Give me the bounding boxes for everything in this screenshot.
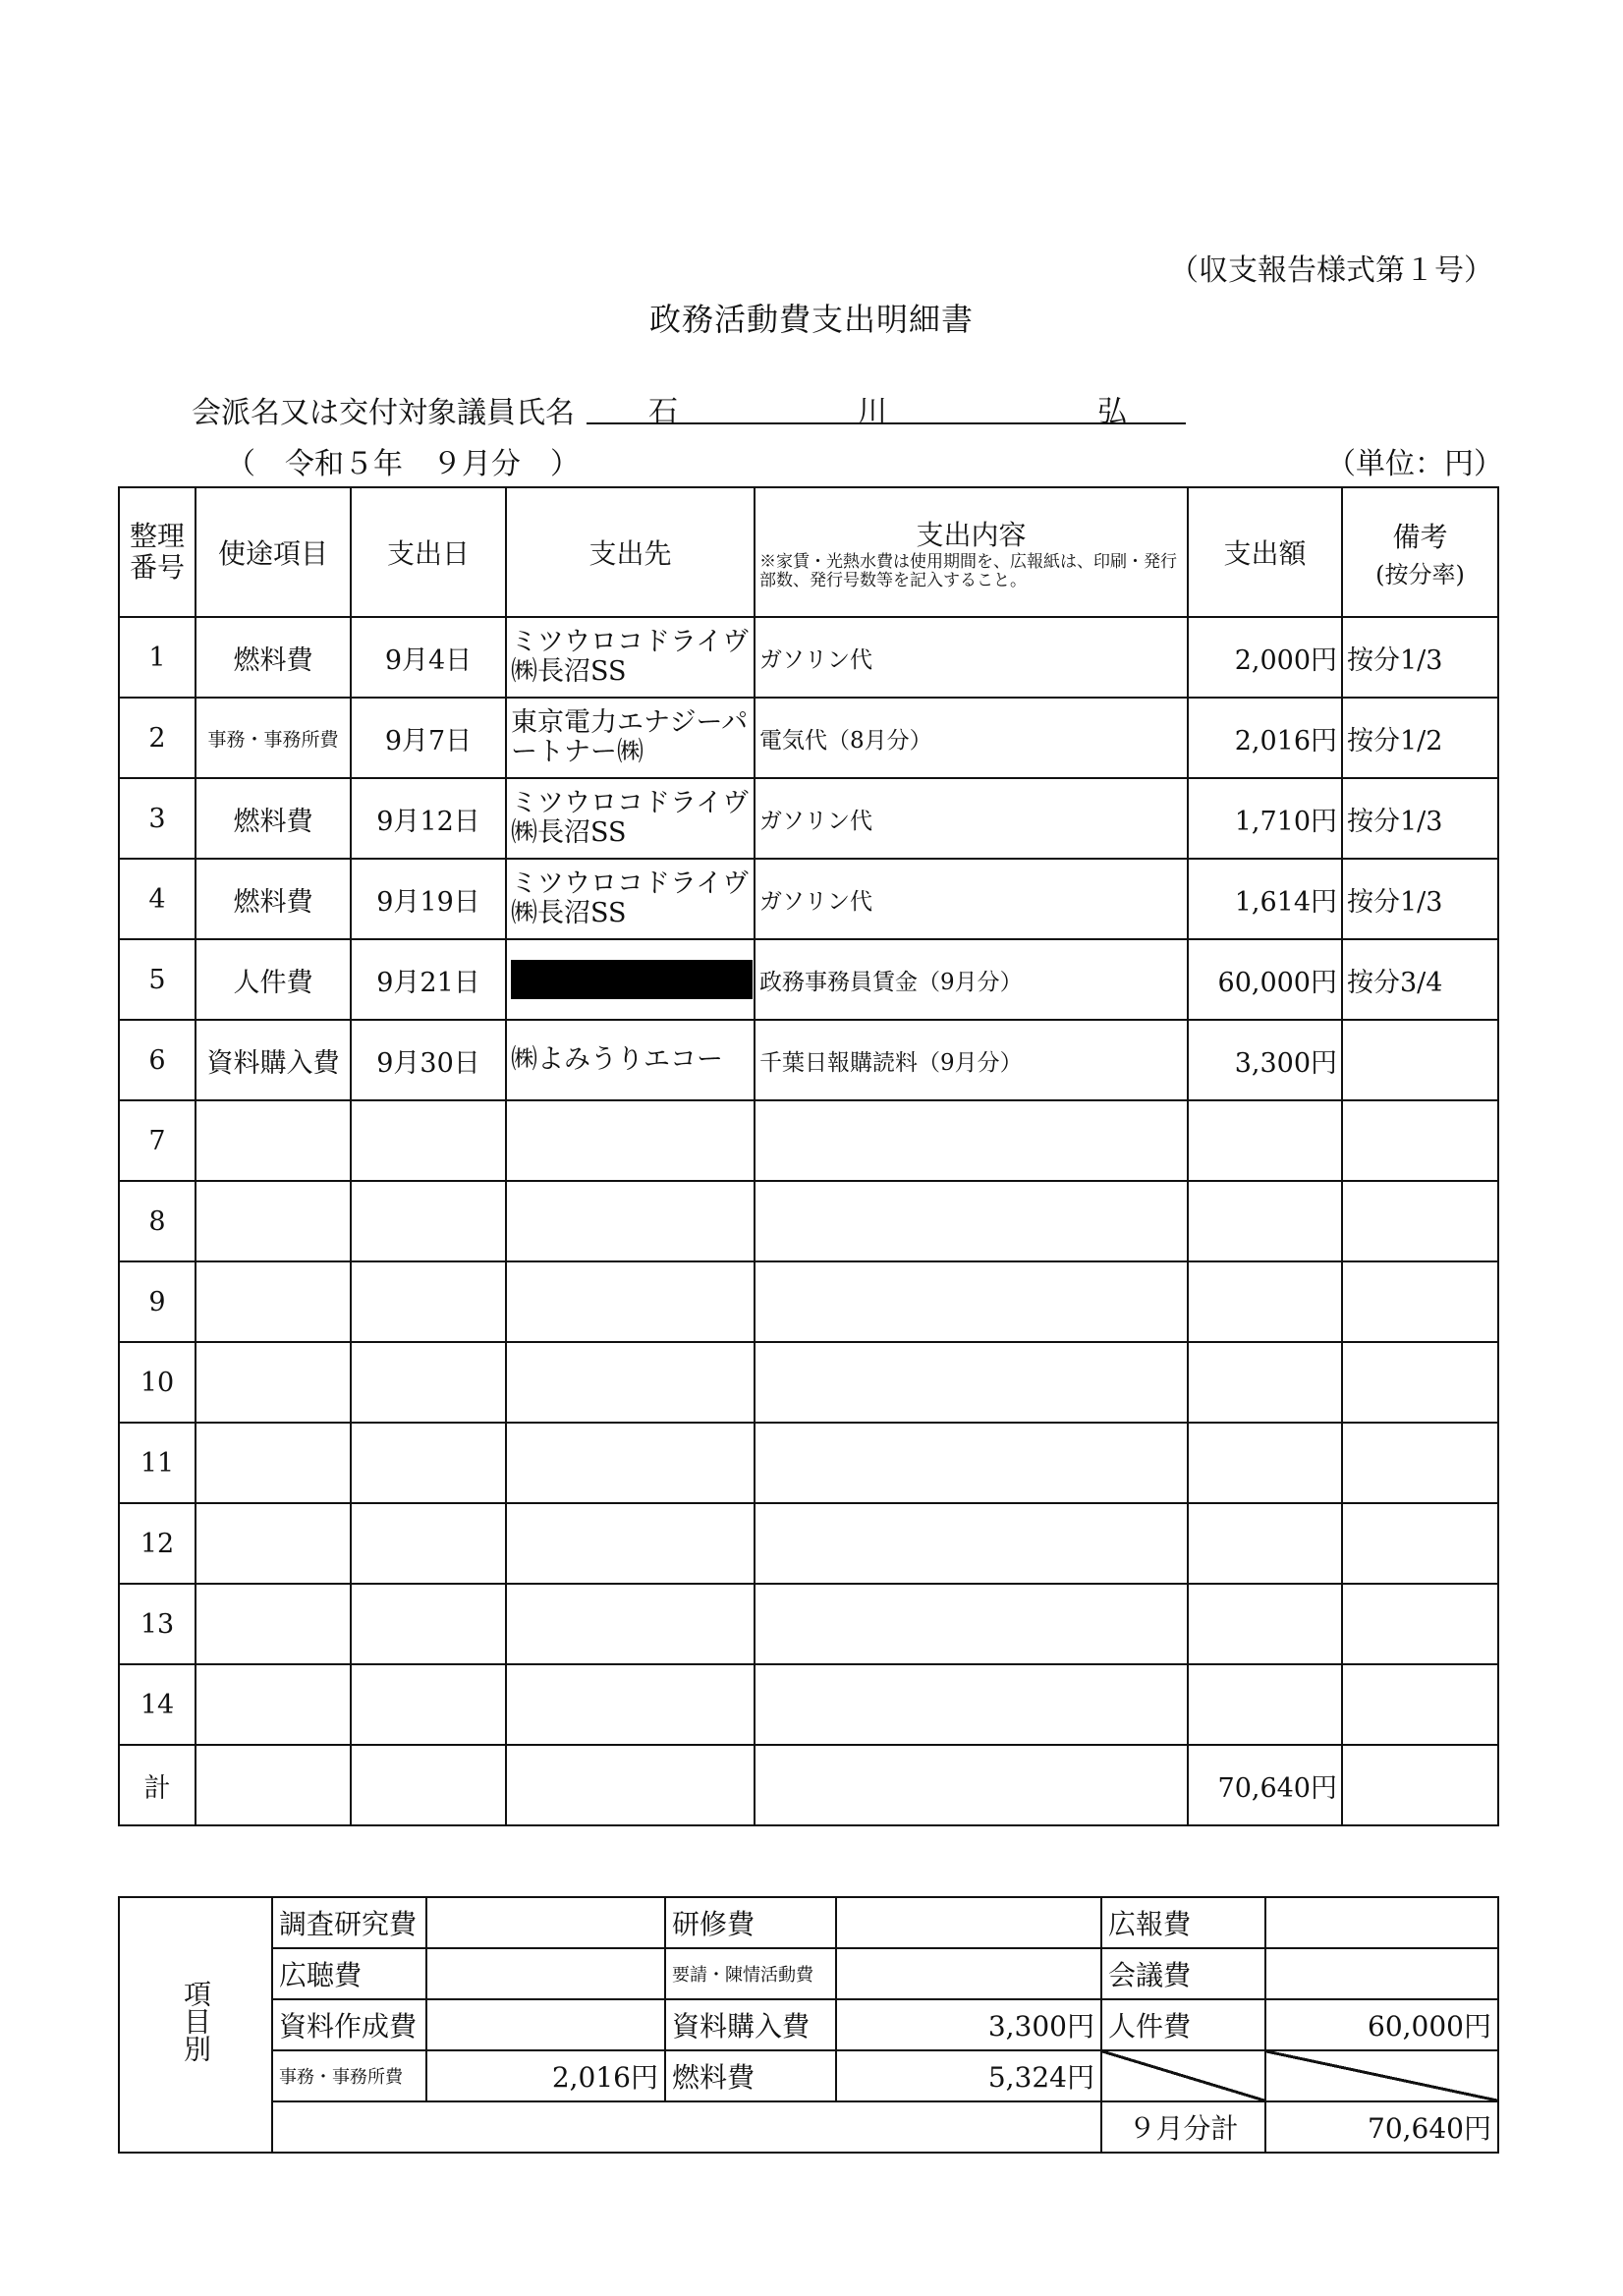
row-remarks: [1342, 1181, 1498, 1261]
row-amount: [1188, 1584, 1342, 1664]
row-payee: [506, 1181, 755, 1261]
total-amount: 70,640円: [1188, 1745, 1342, 1825]
row-remarks: 按分1/3: [1342, 617, 1498, 698]
row-amount: [1188, 1261, 1342, 1342]
summary-value-pr: [1265, 1897, 1498, 1948]
summary-row: [119, 1897, 1498, 1948]
table-row: [119, 1584, 1498, 1664]
redaction-block: [511, 960, 753, 999]
row-remarks: [1342, 1342, 1498, 1423]
row-remarks: 按分1/2: [1342, 698, 1498, 778]
header-detail: [755, 487, 1188, 617]
row-date: [351, 1100, 506, 1181]
row-no: 8: [119, 1181, 196, 1261]
summary-side-label-text: 項目別: [180, 1979, 212, 2062]
summary-row: [119, 1999, 1498, 2050]
row-remarks: 按分1/3: [1342, 778, 1498, 859]
row-category: [196, 1100, 351, 1181]
summary-value-research: [426, 1897, 665, 1948]
row-payee: 東京電力エナジーパートナー㈱: [506, 698, 755, 778]
row-no: 1: [119, 617, 196, 698]
form-number: （収支報告様式第１号）: [1169, 253, 1493, 288]
row-detail: [755, 1181, 1188, 1261]
row-date: 9月12日: [351, 778, 506, 859]
row-detail: ガソリン代: [755, 617, 1188, 698]
row-detail: [755, 1100, 1188, 1181]
summary-label-hearing: 広聴費: [272, 1948, 426, 1999]
row-no: 9: [119, 1261, 196, 1342]
row-amount: [1188, 1100, 1342, 1181]
row-amount: [1188, 1423, 1342, 1503]
row-amount: [1188, 1664, 1342, 1745]
row-category: 燃料費: [196, 859, 351, 939]
header-remarks: [1342, 487, 1498, 617]
row-date: [351, 1503, 506, 1584]
row-amount: 1,710円: [1188, 778, 1342, 859]
summary-row: [119, 1948, 1498, 1999]
row-category: [196, 1342, 351, 1423]
total-row: [119, 1745, 1498, 1825]
total-empty: [196, 1745, 351, 1825]
row-date: [351, 1423, 506, 1503]
total-empty: [755, 1745, 1188, 1825]
row-no: 13: [119, 1584, 196, 1664]
row-payee: [506, 1664, 755, 1745]
row-remarks: 按分1/3: [1342, 859, 1498, 939]
row-remarks: [1342, 1503, 1498, 1584]
header-date: 支出日: [351, 487, 506, 617]
summary-label-materials-creation: 資料作成費: [272, 1999, 426, 2050]
row-no: 4: [119, 859, 196, 939]
row-remarks: [1342, 1100, 1498, 1181]
row-payee: [506, 1100, 755, 1181]
summary-value-training: [836, 1897, 1101, 1948]
row-no: 12: [119, 1503, 196, 1584]
row-remarks: [1342, 1020, 1498, 1100]
row-amount: 60,000円: [1188, 939, 1342, 1020]
row-payee-redacted: [506, 939, 755, 1020]
row-category: [196, 1261, 351, 1342]
table-row: [119, 1181, 1498, 1261]
row-detail: [755, 1261, 1188, 1342]
row-amount: 3,300円: [1188, 1020, 1342, 1100]
header-payee: 支出先: [506, 487, 755, 617]
row-remarks: [1342, 1664, 1498, 1745]
summary-label-fuel: 燃料費: [665, 2050, 836, 2101]
row-category: [196, 1664, 351, 1745]
table-row: [119, 1342, 1498, 1423]
row-date: 9月30日: [351, 1020, 506, 1100]
table-row: [119, 617, 1498, 698]
row-no: 14: [119, 1664, 196, 1745]
summary-total-blank: [272, 2101, 1101, 2153]
row-date: 9月19日: [351, 859, 506, 939]
row-date: 9月7日: [351, 698, 506, 778]
total-empty: [351, 1745, 506, 1825]
total-empty: [1342, 1745, 1498, 1825]
row-no: 3: [119, 778, 196, 859]
row-date: [351, 1181, 506, 1261]
row-no: 11: [119, 1423, 196, 1503]
row-date: 9月4日: [351, 617, 506, 698]
row-no: 2: [119, 698, 196, 778]
row-no: 7: [119, 1100, 196, 1181]
row-no: 10: [119, 1342, 196, 1423]
row-date: [351, 1342, 506, 1423]
summary-month-total-label: ９月分計: [1101, 2101, 1265, 2153]
summary-value-office: 2,016円: [426, 2050, 665, 2101]
row-detail: ガソリン代: [755, 859, 1188, 939]
row-category: [196, 1503, 351, 1584]
summary-label-research: 調査研究費: [272, 1897, 426, 1948]
summary-label-personnel: 人件費: [1101, 1999, 1265, 2050]
header-no: 整理番号: [119, 487, 196, 617]
total-empty: [506, 1745, 755, 1825]
summary-label-petition: 要請・陳情活動費: [665, 1948, 836, 1999]
row-date: [351, 1584, 506, 1664]
table-row: [119, 1664, 1498, 1745]
row-amount: 2,000円: [1188, 617, 1342, 698]
table-row: [119, 698, 1498, 778]
summary-label-pr: 広報費: [1101, 1897, 1265, 1948]
summary-value-meeting: [1265, 1948, 1498, 1999]
member-name-part-1: 石: [648, 395, 678, 429]
summary-value-fuel: 5,324円: [836, 2050, 1101, 2101]
table-row: [119, 1020, 1498, 1100]
table-row: [119, 939, 1498, 1020]
row-payee: [506, 1261, 755, 1342]
summary-label-training: 研修費: [665, 1897, 836, 1948]
member-name-part-3: 弘: [1097, 395, 1127, 429]
table-row: [119, 1261, 1498, 1342]
row-payee: ミツウロコドライヴ㈱長沼SS: [506, 617, 755, 698]
summary-label-meeting: 会議費: [1101, 1948, 1265, 1999]
row-category: 事務・事務所費: [196, 698, 351, 778]
expense-table: [118, 486, 1499, 1826]
summary-value-hearing: [426, 1948, 665, 1999]
summary-label-office: 事務・事務所費: [272, 2050, 426, 2101]
row-category: [196, 1181, 351, 1261]
header-detail-note: ※家賃・光熱水費は使用期間を、広報紙は、印刷・発行部数、発行号数等を記入すること。: [759, 552, 1177, 590]
row-amount: 2,016円: [1188, 698, 1342, 778]
row-payee: ミツウロコドライヴ㈱長沼SS: [506, 778, 755, 859]
row-amount: [1188, 1503, 1342, 1584]
row-detail: ガソリン代: [755, 778, 1188, 859]
table-row: [119, 1423, 1498, 1503]
category-summary-table: [118, 1896, 1499, 2154]
row-no: 6: [119, 1020, 196, 1100]
summary-diagonal-cell: [1265, 2050, 1498, 2101]
row-payee: [506, 1423, 755, 1503]
row-amount: [1188, 1181, 1342, 1261]
row-detail: 千葉日報購読料（9月分）: [755, 1020, 1188, 1100]
row-detail: [755, 1503, 1188, 1584]
row-detail: [755, 1423, 1188, 1503]
row-payee: [506, 1584, 755, 1664]
row-no: 5: [119, 939, 196, 1020]
summary-diagonal-cell: [1101, 2050, 1265, 2101]
member-name-part-2: 川: [858, 395, 887, 429]
summary-month-total-value: 70,640円: [1265, 2101, 1498, 2153]
header-amount: 支出額: [1188, 487, 1342, 617]
table-row: [119, 1503, 1498, 1584]
summary-side-label: [119, 1897, 272, 2153]
row-detail: [755, 1584, 1188, 1664]
row-category: [196, 1423, 351, 1503]
row-payee: ミツウロコドライヴ㈱長沼SS: [506, 859, 755, 939]
row-remarks: [1342, 1584, 1498, 1664]
header-remarks-title: 備考: [1392, 520, 1448, 553]
row-remarks: [1342, 1261, 1498, 1342]
row-category: 燃料費: [196, 778, 351, 859]
summary-value-petition: [836, 1948, 1101, 1999]
row-amount: [1188, 1342, 1342, 1423]
row-detail: 政務事務員賃金（9月分）: [755, 939, 1188, 1020]
summary-total-row: [119, 2101, 1498, 2153]
row-date: [351, 1664, 506, 1745]
table-header-row: [119, 487, 1498, 617]
currency-unit: （単位：円）: [1326, 447, 1503, 481]
document-title: 政務活動費支出明細書: [648, 301, 974, 338]
header-detail-title: 支出内容: [916, 519, 1027, 551]
row-category: [196, 1584, 351, 1664]
table-row: [119, 859, 1498, 939]
header-remarks-sub: (按分率): [1375, 560, 1465, 588]
summary-value-materials-purchase: 3,300円: [836, 1999, 1101, 2050]
row-detail: 電気代（8月分）: [755, 698, 1188, 778]
row-category: 資料購入費: [196, 1020, 351, 1100]
total-label: 計: [119, 1745, 196, 1825]
row-date: 9月21日: [351, 939, 506, 1020]
table-row: [119, 1100, 1498, 1181]
row-detail: [755, 1342, 1188, 1423]
header-category: 使途項目: [196, 487, 351, 617]
table-row: [119, 778, 1498, 859]
row-remarks: [1342, 1423, 1498, 1503]
summary-value-materials-creation: [426, 1999, 665, 2050]
row-payee: [506, 1342, 755, 1423]
row-remarks: 按分3/4: [1342, 939, 1498, 1020]
row-category: 人件費: [196, 939, 351, 1020]
row-payee: ㈱よみうりエコー: [506, 1020, 755, 1100]
reporting-period: （ 令和５年 ９月分 ）: [226, 447, 580, 481]
row-category: 燃料費: [196, 617, 351, 698]
name-label: 会派名又は交付対象議員氏名: [192, 396, 575, 430]
summary-value-personnel: 60,000円: [1265, 1999, 1498, 2050]
summary-row: [119, 2050, 1498, 2101]
row-date: [351, 1261, 506, 1342]
row-amount: 1,614円: [1188, 859, 1342, 939]
row-payee: [506, 1503, 755, 1584]
row-detail: [755, 1664, 1188, 1745]
summary-label-materials-purchase: 資料購入費: [665, 1999, 836, 2050]
